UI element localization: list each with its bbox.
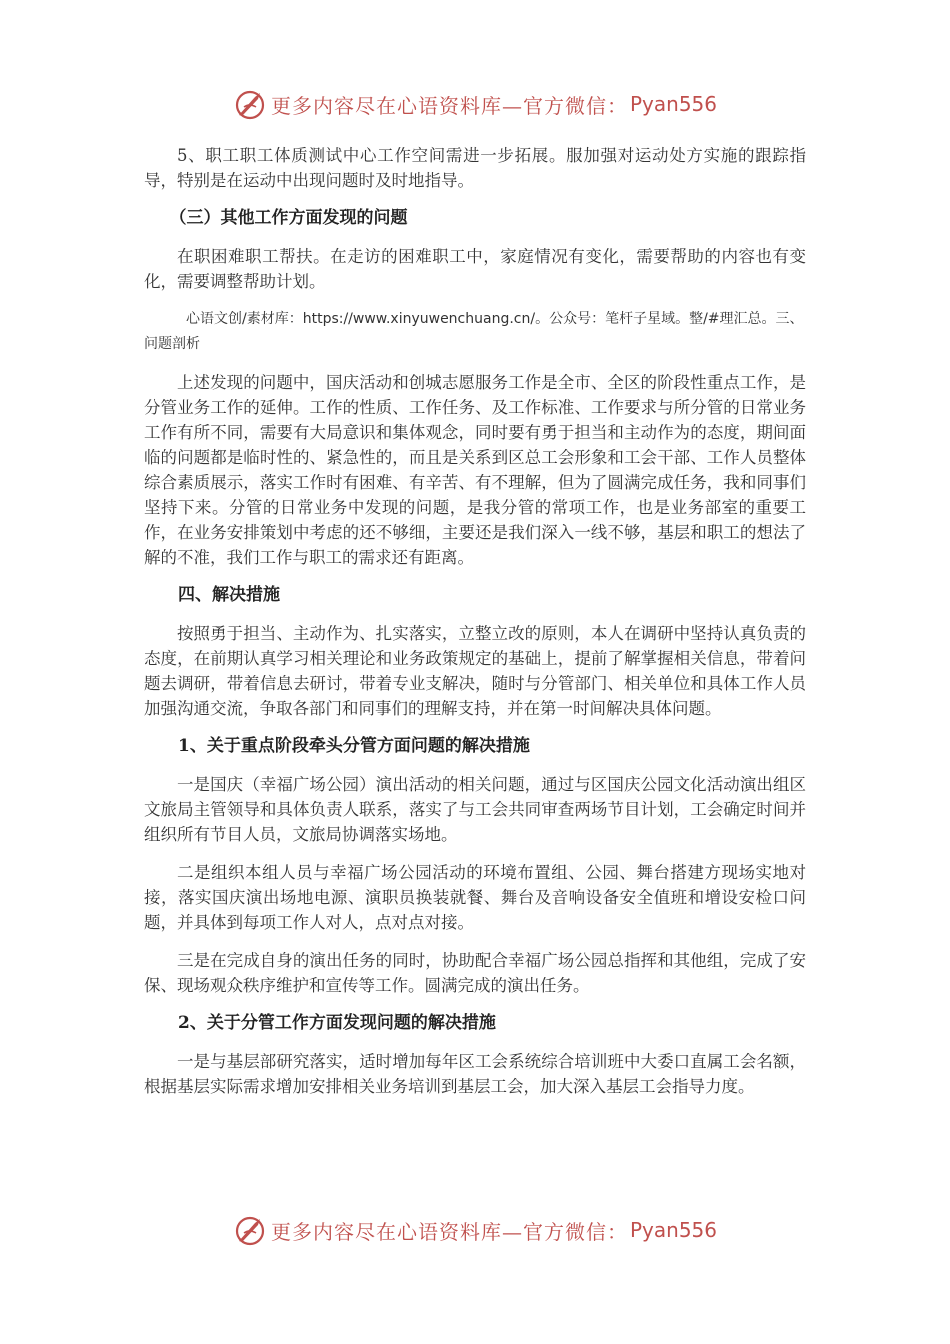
section-heading: 2、关于分管工作方面发现问题的解决措施 (178, 1013, 496, 1033)
paragraph: 5、职工职工体质测试中心工作空间需进一步拓展。服加强对运动处方实施的跟踪指导，特别是在运动中出现问题时及时地指导。 (144, 146, 806, 190)
banner-text: 更多内容尽在心语资料库—官方微信： (270, 1219, 628, 1244)
banner-wechat-id: Pyan556 (629, 1218, 717, 1242)
pen-logo-icon (233, 1213, 267, 1247)
banner-text: 更多内容尽在心语资料库—官方微信： (270, 93, 628, 118)
header-banner (0, 84, 950, 124)
paragraph: 按照勇于担当、主动作为、扎实落实，立整立改的原则，本人在调研中坚持认真负责的态度，在前期认真学习相关理论和业务政策规定的基础上，提前了解掌握相关信息，带着问题去调研，带着信息去研讨，带着专业支解决，随时与分管部门、相关单位和具体工作人员加强沟通交流，争取各部门和同事们的理解支持，并在第一时间解决具体问题。 (144, 624, 806, 718)
paragraph: 三是在完成自身的演出任务的同时，协助配合幸福广场公园总指挥和其他组，完成了安保、现场观众秩序维护和宣传等工作。圆满完成的演出任务。 (144, 951, 806, 995)
section-heading: 1、关于重点阶段牵头分管方面问题的解决措施 (178, 736, 530, 756)
paragraph: 在职困难职工帮扶。在走访的困难职工中，家庭情况有变化，需要帮助的内容也有变化，需要调整帮助计划。 (144, 247, 806, 291)
banner-wechat-id: Pyan556 (629, 92, 717, 116)
document-body (144, 143, 806, 1112)
footer-banner (0, 1210, 950, 1250)
paragraph: 一是国庆（幸福广场公园）演出活动的相关问题，通过与区国庆公园文化活动演出组区文旅局主管领导和具体负责人联系，落实了与工会共同审查两场节目计划，工会确定时间并组织所有节目人员，文旅局协调落实场地。 (144, 775, 806, 844)
paragraph: 二是组织本组人员与幸福广场公园活动的环境布置组、公园、舞台搭建方现场实地对接，落实国庆演出场地电源、演职员换装就餐、舞台及音响设备安全值班和增设安检口问题，并具体到每项工作人对人，点对点对接。 (144, 863, 806, 932)
source-note: 心语文创/素材库：https://www.xinyuwenchuang.cn/。公众号：笔杆子星域。整/#理汇总。三、问题剖析 (144, 311, 804, 352)
paragraph: 上述发现的问题中，国庆活动和创城志愿服务工作是全市、全区的阶段性重点工作，是分管业务工作的延伸。工作的性质、工作任务、及工作标准、工作要求与所分管的日常业务工作有所不同，需要有大局意识和集体观念，同时要有勇于担当和主动作为的态度，期间面临的问题都是临时性的、紧急性的，而且是关系到区总工会形象和工会干部、工作人员整体综合素质展示，落实工作时有困难、有辛苦、有不理解，但为了圆满完成任务，我和同事们坚持下来。分管的日常业务中发现的问题，是我分管的常项工作，也是业务部室的重要工作，在业务安排策划中考虑的还不够细，主要还是我们深入一线不够，基层和职工的想法了解的不准，我们工作与职工的需求还有距离。 (144, 373, 806, 567)
pen-logo-icon (233, 87, 267, 121)
section-heading: （三）其他工作方面发现的问题 (169, 208, 408, 228)
section-heading: 四、解决措施 (178, 585, 280, 605)
paragraph: 一是与基层部研究落实，适时增加每年区工会系统综合培训班中大委口直属工会名额，根据基层实际需求增加安排相关业务培训到基层工会，加大深入基层工会指导力度。 (144, 1052, 806, 1096)
